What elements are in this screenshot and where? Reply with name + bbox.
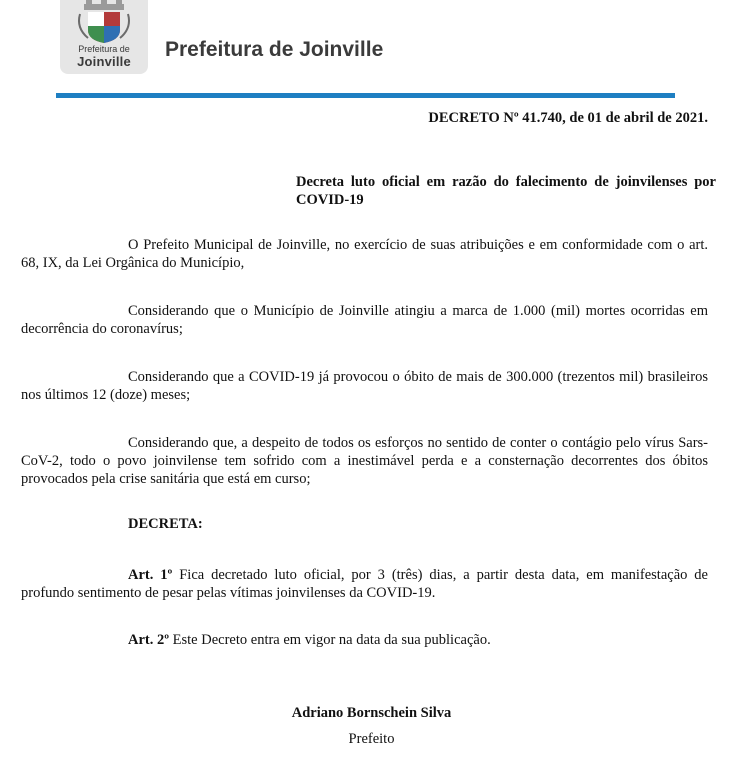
article-label: Art. 2º — [128, 632, 170, 648]
article-1 — [21, 566, 708, 602]
article-label: Art. 1º — [128, 567, 173, 583]
signer-name: Adriano Bornschein Silva — [291, 705, 452, 721]
considerando-paragraph: Considerando que o Município de Joinville atingiu a marca de 1.000 (mil) mortes ocorridas em decorrência do coronavírus; — [21, 303, 708, 337]
city-logo — [60, 0, 148, 74]
decree-ementa: Decreta luto oficial em razão do falecimento de joinvilenses por COVID-19 — [296, 174, 716, 208]
considerando-paragraph: Considerando que a COVID-19 já provocou o óbito de mais de 300.000 (trezentos mil) brasileiros nos últimos 12 (doze) meses; — [21, 369, 708, 403]
logo-text-line1: Prefeitura de — [78, 44, 130, 54]
article-text: Fica decretado luto oficial, por 3 (três) dias, a partir desta data, em manifestação de profundo sentimento de pesar pelas vítimas joinvilenses da COVID-19. — [21, 567, 708, 601]
logo-text-line2: Joinville — [77, 54, 131, 69]
header-divider — [56, 93, 675, 98]
article-2 — [21, 631, 708, 649]
decreta-heading: DECRETA: — [128, 516, 203, 532]
article-text: Este Decreto entra em vigor na data da sua publicação. — [172, 632, 491, 648]
decree-number: DECRETO Nº 41.740, de 01 de abril de 2021. — [428, 110, 708, 126]
signer-title: Prefeito — [348, 731, 395, 747]
coat-of-arms-icon — [74, 0, 134, 44]
considerando-paragraph: Considerando que, a despeito de todos os esforços no sentido de conter o contágio pelo vírus Sars-CoV-2, todo o povo joinvilense tem sofrido com a inestimável perda e a consternação decorrentes dos óbitos provocados pela crise sanitária que está em curso; — [21, 435, 708, 487]
preamble-paragraph: O Prefeito Municipal de Joinville, no exercício de suas atribuições e em conformidade com o art. 68, IX, da Lei Orgânica do Município, — [21, 237, 708, 271]
organization-title: Prefeitura de Joinville — [165, 38, 384, 61]
